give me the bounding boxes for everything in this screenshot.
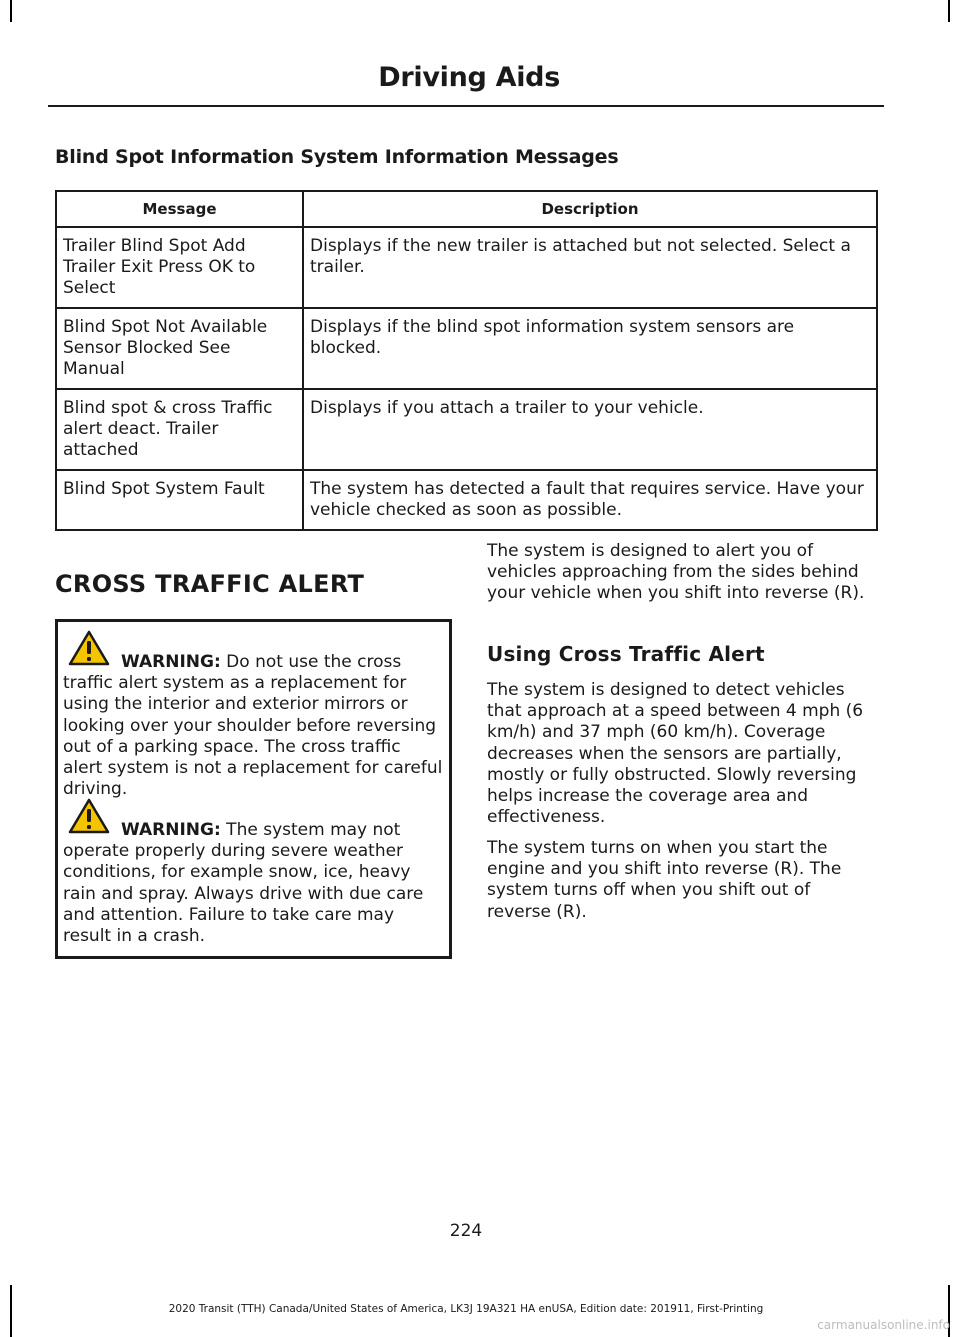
warning-paragraph — [63, 820, 443, 947]
page-header-title: Driving Aids — [378, 62, 560, 93]
warning-text: Do not use the cross traffic alert system as a replacement for using the interior and exterior mirrors or looking over your shoulder before reversing out of a parking space. The cross traffic alert system is not a replacement for careful driving. — [63, 652, 443, 800]
warning-paragraph — [63, 652, 443, 800]
using-cta-heading: Using Cross Traffic Alert — [487, 642, 765, 666]
message-cell: Blind Spot Not Available Sensor Blocked See Manual — [56, 308, 303, 389]
footer-edition-info: 2020 Transit (TTH) Canada/United States of America, LK3J 19A321 HA enUSA, Edition date: 201911, First-Printing — [168, 1303, 764, 1315]
crop-mark-top-right — [948, 0, 950, 22]
cross-traffic-alert-heading: CROSS TRAFFIC ALERT — [55, 570, 365, 598]
description-cell: Displays if the blind spot information system sensors are blocked. — [303, 308, 877, 389]
description-cell: Displays if the new trailer is attached but not selected. Select a trailer. — [303, 227, 877, 308]
cta-intro-paragraph: The system is designed to alert you of vehicles approaching from the sides behind your vehicle when you shift into reverse (R). — [487, 541, 865, 604]
warning-label: WARNING: — [121, 820, 221, 840]
message-cell: Blind spot & cross Traffic alert deact. Trailer attached — [56, 389, 303, 470]
warning-triangle-icon — [68, 630, 110, 666]
warning-text: The system may not operate properly during severe weather conditions, for example snow, ice, heavy rain and spray. Always drive with due care and attention. Failure to take care may result in a crash. — [63, 820, 424, 947]
watermark: carmanualsonline.info — [817, 1318, 950, 1332]
warning-triangle-icon — [68, 798, 110, 834]
column-header-description: Description — [303, 191, 877, 227]
column-header-message: Message — [56, 191, 303, 227]
page-number: 224 — [449, 1221, 483, 1241]
table-header-row — [56, 191, 877, 227]
table-row — [56, 470, 877, 530]
table-row — [56, 308, 877, 389]
bsis-heading: Blind Spot Information System Information Messages — [55, 146, 619, 168]
using-cta-paragraph-1: The system is designed to detect vehicles that approach at a speed between 4 mph (6 km/h) and 37 mph (60 km/h). Coverage decreases when the sensors are partially, mostly or fully obstructed. Slowly reversing helps increase the coverage area and effectiveness. — [487, 680, 864, 828]
message-cell: Blind Spot System Fault — [56, 470, 303, 530]
table-row — [56, 227, 877, 308]
description-cell: Displays if you attach a trailer to your vehicle. — [303, 389, 877, 470]
message-cell: Trailer Blind Spot Add Trailer Exit Press OK to Select — [56, 227, 303, 308]
using-cta-paragraph-2: The system turns on when you start the engine and you shift into reverse (R). The system turns off when you shift out of reverse (R). — [487, 838, 842, 922]
crop-mark-top-left — [10, 0, 12, 22]
warning-label: WARNING: — [121, 652, 221, 672]
description-cell: The system has detected a fault that requires service. Have your vehicle checked as soon as possible. — [303, 470, 877, 530]
table-row — [56, 389, 877, 470]
header-rule — [48, 105, 884, 107]
warning-box — [55, 619, 452, 959]
bsis-messages-table — [55, 190, 878, 531]
